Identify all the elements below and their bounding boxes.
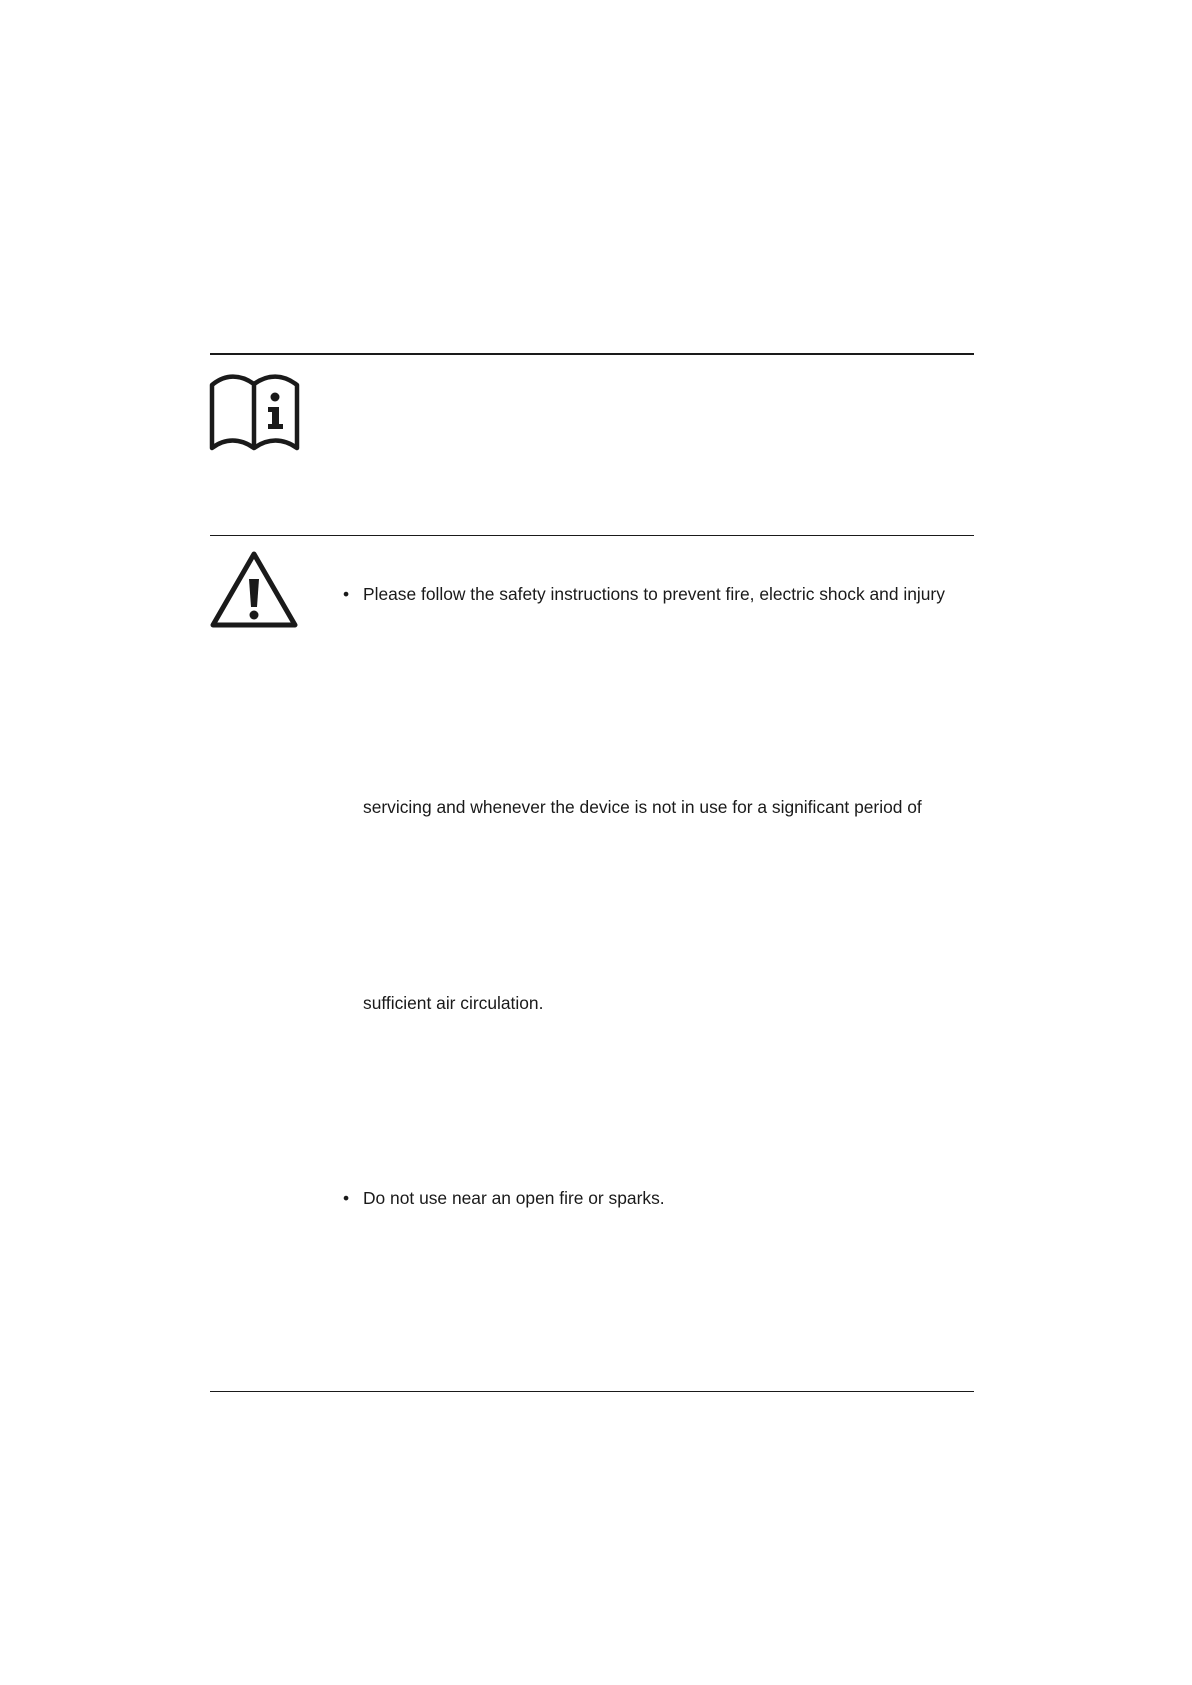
- middle-divider: [210, 535, 974, 536]
- safety-instruction-line: servicing and whenever the device is not in use for a significant period of: [363, 797, 922, 817]
- safety-instruction-line: Do not use near an open fire or sparks.: [363, 1188, 665, 1208]
- bullet-marker: •: [343, 584, 350, 604]
- top-divider: [210, 353, 974, 355]
- bullet-marker: •: [343, 1188, 350, 1208]
- safety-instruction-line: Please follow the safety instructions to prevent fire, electric shock and injury: [363, 584, 945, 604]
- warning-triangle-icon: [209, 549, 299, 630]
- safety-instruction-line: sufficient air circulation.: [363, 993, 544, 1013]
- bottom-divider: [210, 1391, 974, 1392]
- read-manual-info-icon: [209, 371, 300, 451]
